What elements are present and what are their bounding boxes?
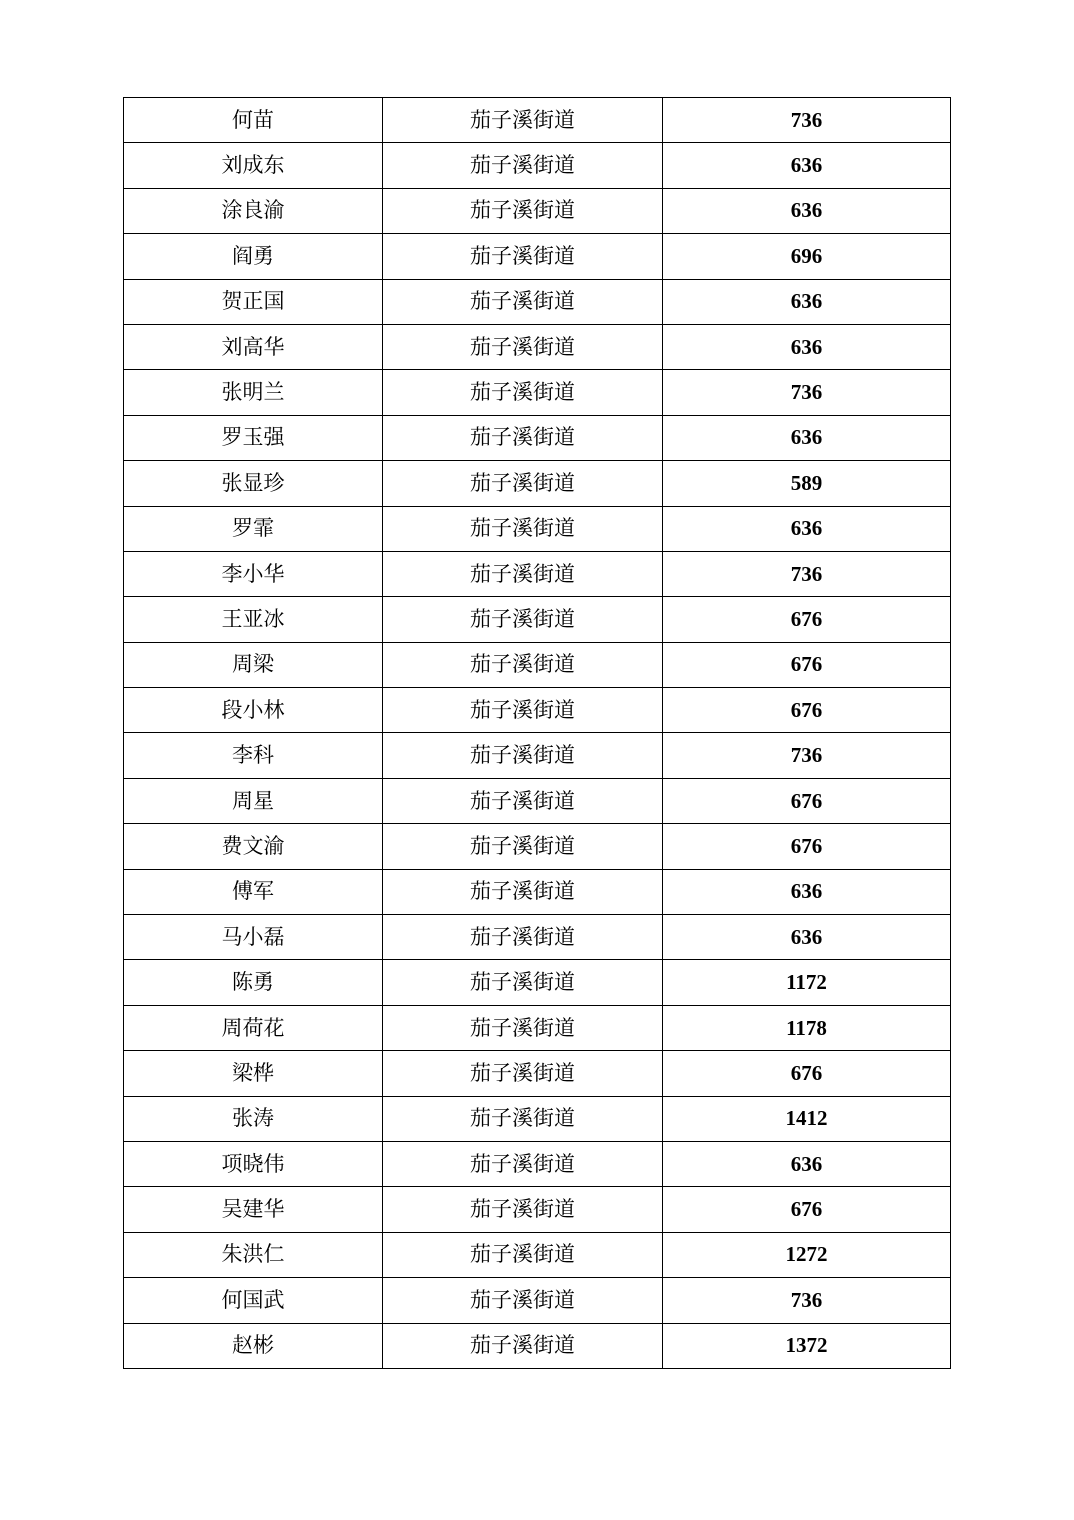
street-cell: 茄子溪街道 <box>383 915 663 960</box>
amount-cell: 676 <box>663 597 951 642</box>
amount-cell: 736 <box>663 1278 951 1323</box>
table-row <box>124 98 951 143</box>
street-cell: 茄子溪街道 <box>383 1323 663 1368</box>
name-cell: 李科 <box>124 733 383 778</box>
amount-cell: 736 <box>663 551 951 596</box>
name-cell: 张显珍 <box>124 461 383 506</box>
street-cell: 茄子溪街道 <box>383 778 663 823</box>
amount-cell: 636 <box>663 506 951 551</box>
amount-cell: 636 <box>663 869 951 914</box>
table-row <box>124 778 951 823</box>
name-cell: 刘成东 <box>124 143 383 188</box>
roster-table-body <box>124 98 951 1369</box>
roster-table <box>123 97 951 1369</box>
street-cell: 茄子溪街道 <box>383 688 663 733</box>
table-row <box>124 461 951 506</box>
table-row <box>124 869 951 914</box>
amount-cell: 636 <box>663 415 951 460</box>
amount-cell: 636 <box>663 915 951 960</box>
table-row <box>124 279 951 324</box>
name-cell: 周梁 <box>124 642 383 687</box>
amount-cell: 676 <box>663 1187 951 1232</box>
table-row <box>124 1187 951 1232</box>
name-cell: 马小磊 <box>124 915 383 960</box>
table-row <box>124 415 951 460</box>
amount-cell: 1172 <box>663 960 951 1005</box>
street-cell: 茄子溪街道 <box>383 461 663 506</box>
street-cell: 茄子溪街道 <box>383 1141 663 1186</box>
name-cell: 傅军 <box>124 869 383 914</box>
name-cell: 朱洪仁 <box>124 1232 383 1277</box>
name-cell: 涂良渝 <box>124 188 383 233</box>
name-cell: 段小林 <box>124 688 383 733</box>
street-cell: 茄子溪街道 <box>383 551 663 596</box>
table-row <box>124 1232 951 1277</box>
street-cell: 茄子溪街道 <box>383 824 663 869</box>
name-cell: 陈勇 <box>124 960 383 1005</box>
amount-cell: 736 <box>663 370 951 415</box>
table-row <box>124 234 951 279</box>
amount-cell: 1272 <box>663 1232 951 1277</box>
amount-cell: 636 <box>663 279 951 324</box>
name-cell: 罗霏 <box>124 506 383 551</box>
table-row <box>124 370 951 415</box>
name-cell: 李小华 <box>124 551 383 596</box>
name-cell: 费文渝 <box>124 824 383 869</box>
street-cell: 茄子溪街道 <box>383 98 663 143</box>
street-cell: 茄子溪街道 <box>383 597 663 642</box>
name-cell: 周星 <box>124 778 383 823</box>
name-cell: 贺正国 <box>124 279 383 324</box>
table-row <box>124 824 951 869</box>
street-cell: 茄子溪街道 <box>383 234 663 279</box>
street-cell: 茄子溪街道 <box>383 1278 663 1323</box>
name-cell: 吴建华 <box>124 1187 383 1232</box>
table-row <box>124 324 951 369</box>
street-cell: 茄子溪街道 <box>383 1051 663 1096</box>
table-row <box>124 188 951 233</box>
table-row <box>124 1005 951 1050</box>
name-cell: 赵彬 <box>124 1323 383 1368</box>
street-cell: 茄子溪街道 <box>383 279 663 324</box>
name-cell: 刘高华 <box>124 324 383 369</box>
street-cell: 茄子溪街道 <box>383 960 663 1005</box>
amount-cell: 636 <box>663 143 951 188</box>
table-row <box>124 597 951 642</box>
table-row <box>124 642 951 687</box>
street-cell: 茄子溪街道 <box>383 1187 663 1232</box>
name-cell: 张明兰 <box>124 370 383 415</box>
name-cell: 项晓伟 <box>124 1141 383 1186</box>
amount-cell: 1178 <box>663 1005 951 1050</box>
table-row <box>124 688 951 733</box>
table-row <box>124 506 951 551</box>
table-row <box>124 1323 951 1368</box>
table-row <box>124 143 951 188</box>
street-cell: 茄子溪街道 <box>383 1005 663 1050</box>
table-row <box>124 1096 951 1141</box>
amount-cell: 636 <box>663 1141 951 1186</box>
name-cell: 王亚冰 <box>124 597 383 642</box>
name-cell: 梁桦 <box>124 1051 383 1096</box>
table-row <box>124 960 951 1005</box>
amount-cell: 676 <box>663 642 951 687</box>
amount-cell: 736 <box>663 98 951 143</box>
name-cell: 何国武 <box>124 1278 383 1323</box>
street-cell: 茄子溪街道 <box>383 642 663 687</box>
amount-cell: 696 <box>663 234 951 279</box>
street-cell: 茄子溪街道 <box>383 415 663 460</box>
amount-cell: 1372 <box>663 1323 951 1368</box>
street-cell: 茄子溪街道 <box>383 1096 663 1141</box>
street-cell: 茄子溪街道 <box>383 869 663 914</box>
name-cell: 罗玉强 <box>124 415 383 460</box>
street-cell: 茄子溪街道 <box>383 733 663 778</box>
amount-cell: 736 <box>663 733 951 778</box>
street-cell: 茄子溪街道 <box>383 1232 663 1277</box>
street-cell: 茄子溪街道 <box>383 506 663 551</box>
name-cell: 何苗 <box>124 98 383 143</box>
amount-cell: 676 <box>663 688 951 733</box>
amount-cell: 1412 <box>663 1096 951 1141</box>
amount-cell: 676 <box>663 824 951 869</box>
amount-cell: 589 <box>663 461 951 506</box>
table-row <box>124 915 951 960</box>
street-cell: 茄子溪街道 <box>383 370 663 415</box>
street-cell: 茄子溪街道 <box>383 188 663 233</box>
street-cell: 茄子溪街道 <box>383 324 663 369</box>
table-row <box>124 733 951 778</box>
name-cell: 周荷花 <box>124 1005 383 1050</box>
name-cell: 张涛 <box>124 1096 383 1141</box>
name-cell: 阎勇 <box>124 234 383 279</box>
table-row <box>124 1141 951 1186</box>
amount-cell: 636 <box>663 324 951 369</box>
street-cell: 茄子溪街道 <box>383 143 663 188</box>
table-row <box>124 1051 951 1096</box>
table-row <box>124 1278 951 1323</box>
amount-cell: 636 <box>663 188 951 233</box>
amount-cell: 676 <box>663 778 951 823</box>
amount-cell: 676 <box>663 1051 951 1096</box>
table-row <box>124 551 951 596</box>
